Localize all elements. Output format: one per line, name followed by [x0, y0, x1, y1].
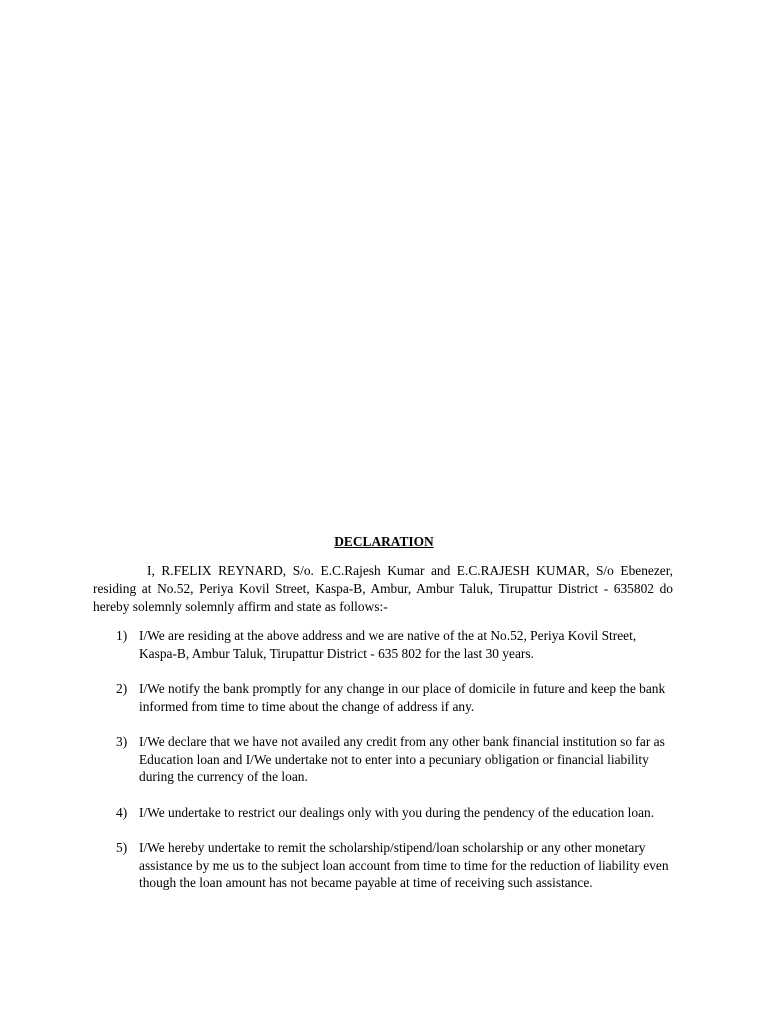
list-item-number: 2) — [116, 681, 128, 696]
list-item-text: I/We declare that we have not availed any credit from any other bank financial institution so far as Education loan and I/We undertake not to enter into a pecuniary obligation or financial liability during the currency of the loan. — [139, 734, 665, 784]
list-item — [93, 680, 673, 715]
list-item-text: I/We hereby undertake to remit the scholarship/stipend/loan scholarship or any other monetary assistance by me us to the subject loan account from time to time for the reduction of liability even though the loan amount has not became payable at time of receiving such assistance. — [139, 840, 669, 890]
list-item-number: 1) — [116, 628, 128, 643]
list-item — [93, 839, 673, 892]
list-item-text: I/We notify the bank promptly for any change in our place of domicile in future and keep the bank informed from time to time about the change of address if any. — [139, 681, 666, 714]
declaration-list — [93, 627, 673, 910]
list-item-number: 5) — [116, 840, 128, 855]
document-title: DECLARATION — [334, 534, 434, 549]
list-item-number: 3) — [116, 734, 128, 749]
list-item-text: I/We undertake to restrict our dealings only with you during the pendency of the education loan. — [139, 804, 655, 820]
list-item-number: 4) — [116, 804, 128, 820]
list-item — [93, 627, 673, 662]
list-item — [93, 804, 673, 822]
intro-paragraph: I, R.FELIX REYNARD, S/o. E.C.Rajesh Kumar and E.C.RAJESH KUMAR, S/o Ebenezer, residing at No.52, Periya Kovil Street, Kaspa-B, Ambur, Ambur Taluk, Tirupattur District - 635802 do hereby solemnly solemnly affirm and state as follows:- — [93, 563, 673, 614]
list-item — [93, 733, 673, 786]
list-item-text: I/We are residing at the above address and we are native of the at No.52, Periya Kovil Street, Kaspa-B, Ambur Taluk, Tirupattur District - 635 802 for the last 30 years. — [139, 628, 637, 661]
